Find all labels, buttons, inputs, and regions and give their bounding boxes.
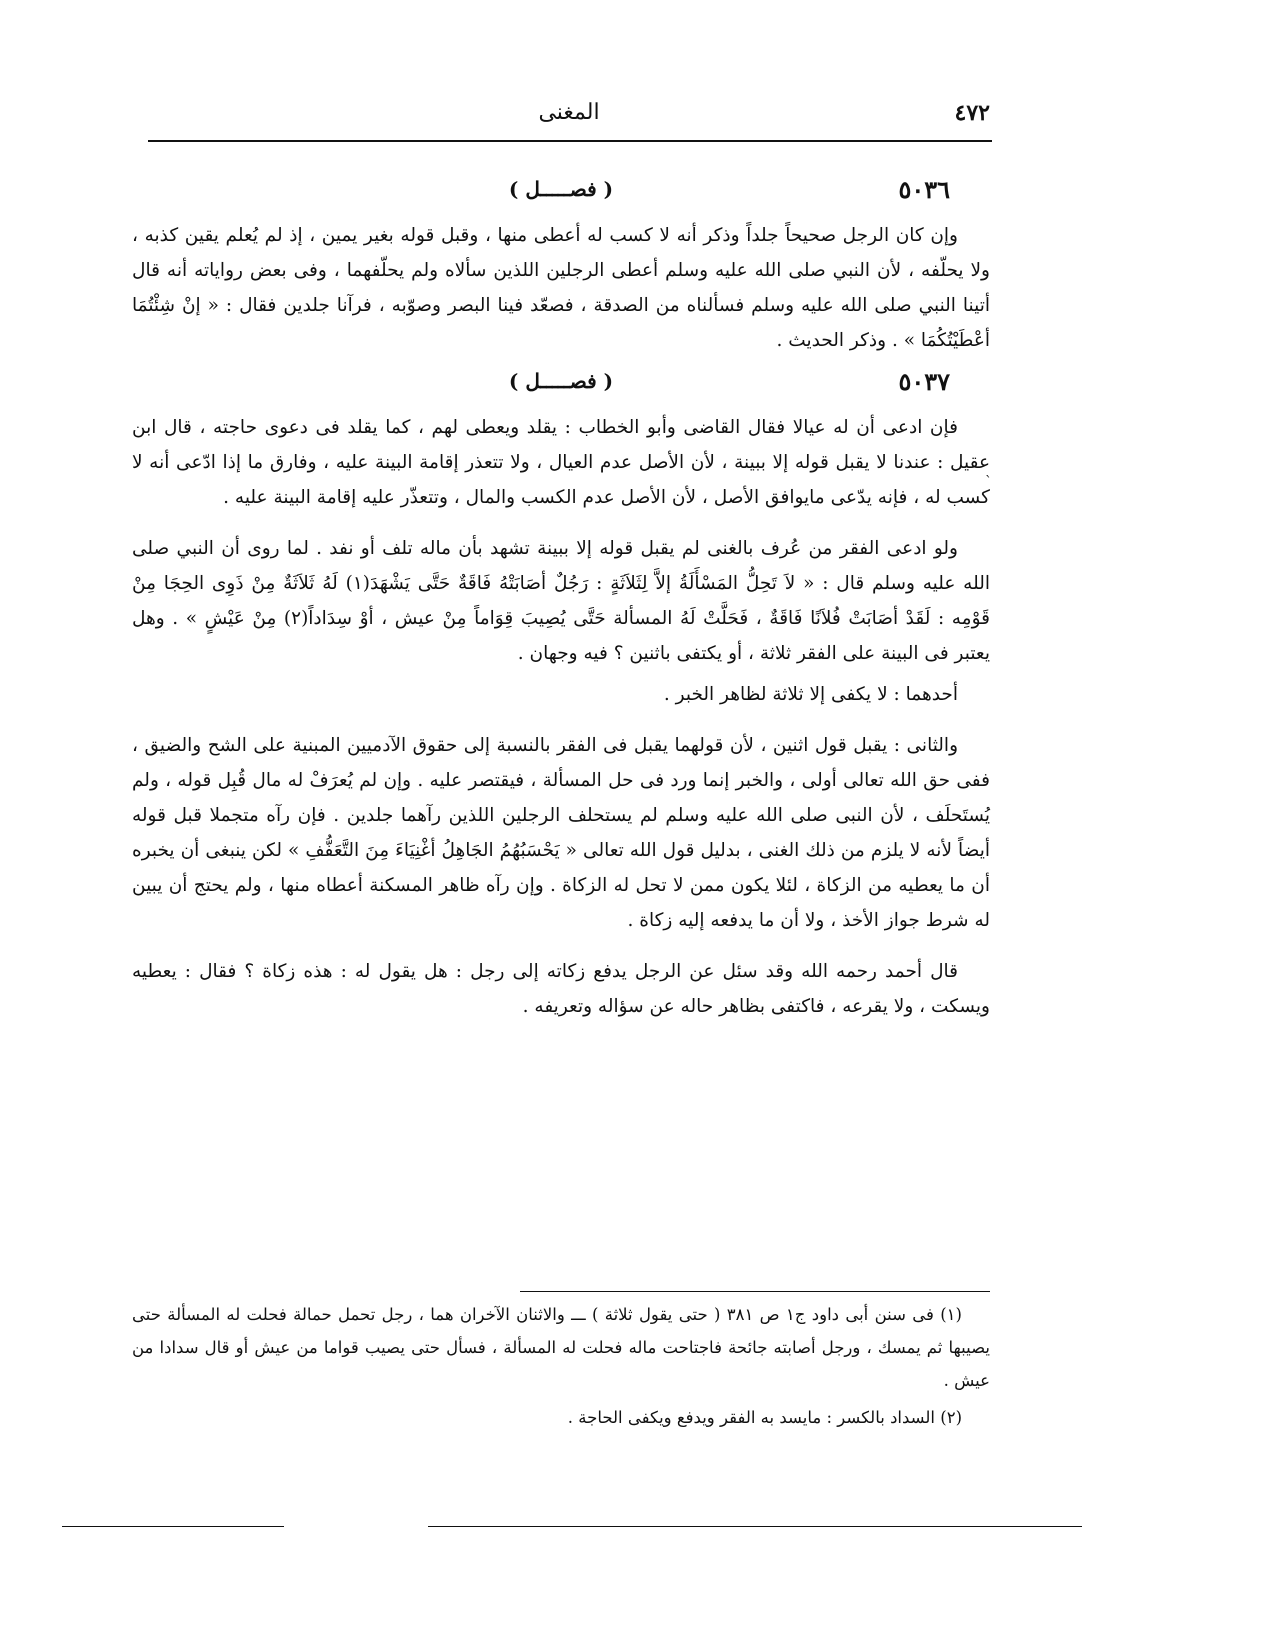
bottom-rule-right xyxy=(428,1526,1082,1527)
section-heading xyxy=(132,172,990,212)
section-title: ( فصـــــل ) xyxy=(508,369,614,393)
page-number: ٤٧٢ xyxy=(954,100,990,126)
section-number: ٥٠٣٧ xyxy=(898,367,950,396)
bottom-rule-left xyxy=(62,1526,284,1527)
running-title: المغنى xyxy=(538,100,600,125)
margin-mark: ` xyxy=(985,474,992,490)
section-title: ( فصـــــل ) xyxy=(508,177,614,201)
section-heading xyxy=(132,364,990,404)
section-number: ٥٠٣٦ xyxy=(898,175,950,204)
main-text xyxy=(132,168,990,1040)
paragraph: قال أحمد رحمه الله وقد سئل عن الرجل يدفع زكاته إلى رجل : هل يقول له : هذه زكاة ؟ فقال : يعطيه ويسكت ، ولا يقرعه ، فاكتفى بظاهر حاله عن سؤاله وتعريفه . xyxy=(132,961,990,1017)
page-header xyxy=(148,100,990,136)
footnote: (٢) السداد بالكسر : مايسد به الفقر ويدفع ويكفى الحاجة . xyxy=(567,1408,962,1427)
header-rule xyxy=(148,140,992,142)
footnote-rule xyxy=(520,1291,990,1292)
paragraph: أحدهما : لا يكفى إلا ثلاثة لظاهر الخبر . xyxy=(663,684,958,705)
paragraph: فإن ادعى أن له عيالا فقال القاضى وأبو الخطاب : يقلد ويعطى لهم ، كما يقلد فى دعوى حاجته ، قال ابن عقيل : عندنا لا يقبل قوله إلا ببينة ، لأن الأصل عدم العيال ، ولا تتعذر إقامة البينة عليه ، وفارق ما إذا ادّعى أنه لا كسب له ، فإنه يدّعى مايوافق الأصل ، لأن الأصل عدم الكسب والمال ، وتتعذّر عليه إقامة البينة عليه . xyxy=(132,417,990,508)
footnote: (١) فى سنن أبى داود ج١ ص ٣٨١ ( حتى يقول ثلاثة ) ـــ والاثنان الآخران هما ، رجل تحمل حمالة فحلت له المسألة حتى يصيبها ثم يمسك ، ورجل أصابته جائحة فاجتاحت ماله فحلت له المسألة ، فسأل حتى يصيب قواما من عيش أو قال سدادا من عيش . xyxy=(132,1305,990,1390)
paragraph: وإن كان الرجل صحيحاً جلداً وذكر أنه لا كسب له أعطى منها ، وقبل قوله بغير يمين ، إذ لم يُعلم يقين كذبه ، ولا يحلّفه ، لأن النبي صلى الله عليه وسلم أعطى الرجلين اللذين سألاه ولم يحلّفهما ، وفى بعض رواياته أنه قال أتينا النبي صلى الله عليه وسلم فسألناه من الصدقة ، فصعّد فينا البصر وصوّبه ، فرآنا جلدين فقال : « إنْ شِئْتُمَا أعْطَيْتُكُمَا » . وذكر الحديث . xyxy=(132,225,991,351)
paragraph: ولو ادعى الفقر من عُرف بالغنى لم يقبل قوله إلا ببينة تشهد بأن ماله تلف أو نفد . لما روى أن النبي صلى الله عليه وسلم قال : « لاَ تَحِلُّ المَسْأَلَةُ إلاَّ لِثَلاَثَةٍ : رَجُلٌ أصَابَتْهُ فَاقَةٌ حَتَّى يَشْهَدَ(١) لَهُ ثَلاَثَةٌ مِنْ ذَوِى الحِجَا مِنْ قَوْمِه : لَقَدْ أصَابَتْ فُلاَنًا فَاقَةٌ ، فَحَلَّتْ لَهُ المسألة حَتَّى يُصِيبَ قِوَاماً مِنْ عيش ، أوْ سِدَاداً(٢) مِنْ عَيْشٍ » . وهل يعتبر فى البينة على الفقر ثلاثة ، أو يكتفى باثنين ؟ فيه وجهان . xyxy=(132,538,990,664)
paragraph: والثانى : يقبل قول اثنين ، لأن قولهما يقبل فى الفقر بالنسبة إلى حقوق الآدميين المبنية على الشح والضيق ، ففى حق الله تعالى أولى ، والخبر إنما ورد فى حل المسألة ، فيقتصر عليه . وإن لم يُعرَفْ له مال قُبِل قوله ، ولم يُستَحلَف ، لأن النبى صلى الله عليه وسلم لم يستحلف الرجلين اللذين رآهما جلدين . فإن رآه متجملا قبل قوله أيضاً لأنه لا يلزم من ذلك الغنى ، بدليل قول الله تعالى « يَحْسَبُهُمُ الجَاهِلُ أغْنِيَاءَ مِنَ التَّعَفُّفِ » لكن ينبغى أن يخبره أن ما يعطيه من الزكاة ، لئلا يكون ممن لا تحل له الزكاة . وإن رآه ظاهر المسكنة أعطاه منها ، ولم يحتج أن يبين له شرط جواز الأخذ ، ولا أن ما يدفعه إليه زكاة . xyxy=(132,735,990,931)
footnotes xyxy=(132,1298,990,1438)
